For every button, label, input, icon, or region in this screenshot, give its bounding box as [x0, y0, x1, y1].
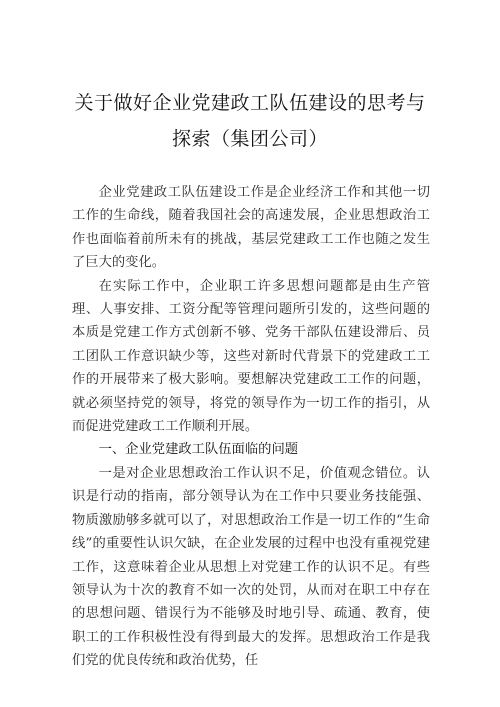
section-heading: 一、企业党建政工队伍面临的问题	[98, 442, 299, 458]
section-paragraph: 一是对企业思想政治工作认识不足，价值观念错位。认识是行动的指南，部分领导认为在工作中只要业务技能强、物质激励够多就可以了，对思想政治工作是一切工作的“生命线”的重要性认识欠缺，在企业发展的过程中也没有重视党建工作，这意味着企业从思想上对党建工作的认识不足。有些领导认为十次的教育不如一次的处罚，从而对在职工中存在的思想问题、错误行为不能够及时地引导、疏通、教育，使职工的工作积极性没有得到最大的发挥。思想政治工作是我们党的优良传统和政治优势，任	[72, 465, 430, 669]
intro-paragraph-1: 企业党建政工队伍建设工作是企业经济工作和其他一切工作的生命线，随着我国社会的高速发展，企业思想政治工作也面临着前所未有的挑战，基层党建政工工作也随之发生了巨大的变化。	[72, 185, 430, 271]
document-body	[72, 181, 430, 673]
document-title-line-1: 关于做好企业党建政工队伍建设的思考与	[74, 92, 426, 114]
intro-paragraph-2: 在实际工作中，企业职工许多思想问题都是由生产管理、人事安排、工资分配等管理问题所引发的，这些问题的本质是党建工作方式创新不够、党务干部队伍建设滞后、员工团队工作意识缺少等，这些对新时代背景下的党建政工工作的开展带来了极大影响。要想解决党建政工工作的问题，就必须坚持党的领导，将党的领导作为一切工作的指引，从而促进党建政工工作顺利开展。	[72, 278, 430, 435]
document-title-line-2: 探索（集团公司）	[171, 128, 328, 150]
